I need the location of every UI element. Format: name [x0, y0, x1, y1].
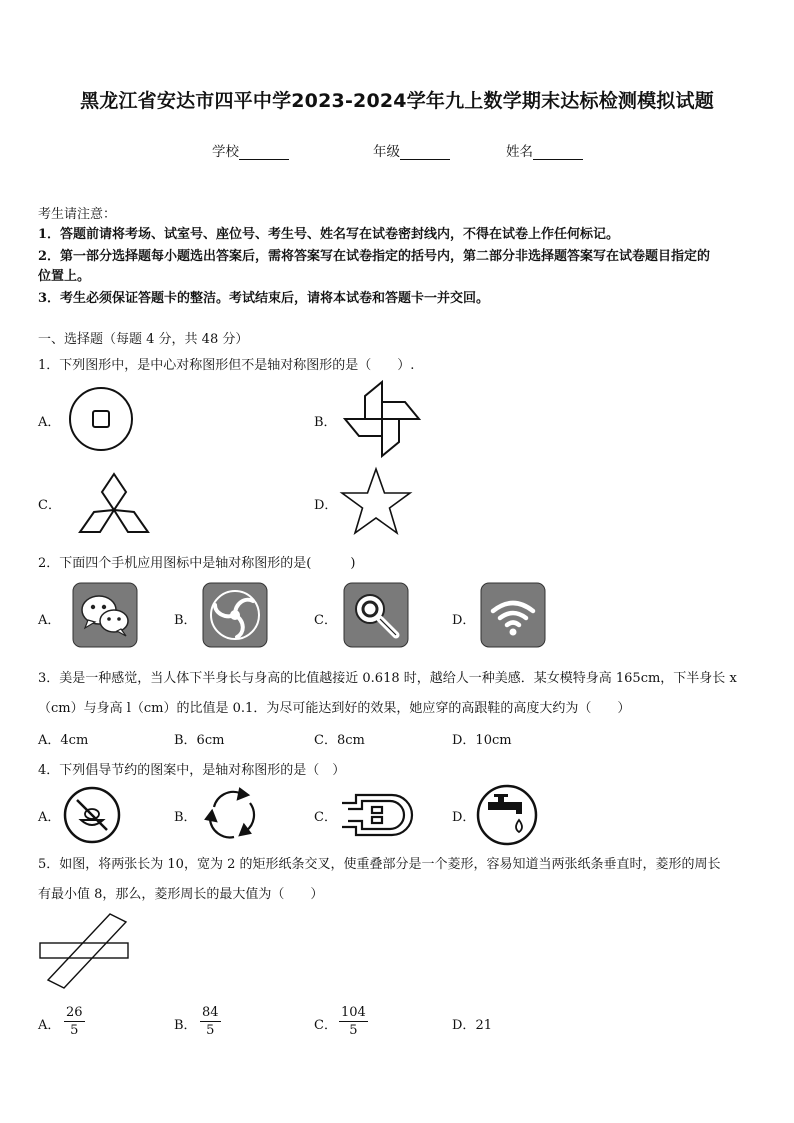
crossed-strips-figure — [38, 910, 132, 990]
q2-option-b-label: B． — [174, 613, 197, 628]
name-field[interactable] — [506, 140, 583, 160]
power-plug-icon — [340, 789, 418, 841]
q3-option-a: A．4cm — [38, 733, 89, 748]
q4-stem: 4．下列倡导节约的图案中，是轴对称图形的是（ ） — [38, 763, 346, 778]
notice-item-1: 1．答题前请将考场、试室号、座位号、考生号、姓名写在试卷密封线内，不得在试卷上作任何标记。 — [38, 227, 620, 242]
school-field[interactable] — [212, 140, 289, 160]
q5-line2: 有最小值 8，那么，菱形周长的最大值为（ ） — [38, 887, 324, 902]
pinwheel-icon — [343, 380, 421, 458]
q4-option-d-label: D． — [452, 810, 476, 825]
q3-line1: 3．美是一种感觉，当人体下半身长与身高的比值越接近 0.618 时，越给人一种美感．某女模特身高 165cm，下半身长 x — [38, 671, 737, 686]
q1-stem: 1．下列图形中，是中心对称图形但不是轴对称图形的是（ ）. — [38, 358, 415, 373]
q5-option-a-fraction — [64, 1004, 85, 1039]
q2-option-d-label: D． — [452, 613, 476, 628]
fraction-denominator: 5 — [206, 1023, 215, 1038]
fraction-denominator: 5 — [70, 1023, 79, 1038]
q5-line1: 5．如图，将两张长为 10，宽为 2 的矩形纸条交叉，使重叠部分是一个菱形，容易知道当两张纸条垂直时，菱形的周长 — [38, 857, 721, 872]
school-blank[interactable] — [239, 145, 289, 160]
search-icon — [344, 583, 408, 647]
q1-option-d-label: D． — [314, 498, 338, 513]
grade-field[interactable] — [373, 140, 450, 160]
fraction-denominator: 5 — [349, 1023, 358, 1038]
name-label: 姓名 — [506, 144, 533, 160]
q3-option-d: D．10cm — [452, 733, 512, 748]
q1-option-a-label: A． — [38, 415, 61, 430]
page-title: 黑龙江省安达市四平中学2023-2024学年九上数学期末达标检测模拟试题 — [80, 90, 714, 112]
star-icon — [340, 467, 412, 535]
grade-blank[interactable] — [400, 145, 450, 160]
q5-option-d-value: 21 — [475, 1018, 492, 1033]
q4-option-a-label: A． — [38, 810, 61, 825]
name-blank[interactable] — [533, 145, 583, 160]
q5-option-d-label: D． — [452, 1018, 476, 1033]
section-heading: 一、选择题（每题 4 分，共 48 分） — [38, 332, 249, 347]
q4-option-b-label: B． — [174, 810, 197, 825]
q2-stem: 2．下面四个手机应用图标中是轴对称图形的是( ) — [38, 556, 356, 571]
no-food-waste-icon — [63, 786, 121, 844]
q1-option-b-label: B． — [314, 415, 337, 430]
coin-icon — [68, 386, 134, 452]
notice-item-2-cont: 位置上。 — [38, 269, 91, 284]
notice-item-2: 2．第一部分选择题每小题选出答案后，需将答案写在试卷指定的括号内，第二部分非选择题答案写在试卷题目指定的 — [38, 249, 711, 264]
q5-option-a-label: A． — [38, 1018, 61, 1033]
q3-option-c: C．8cm — [314, 733, 365, 748]
q2-option-a-label: A． — [38, 613, 61, 628]
q1-option-c-label: C． — [38, 498, 61, 513]
q3-option-b: B．6cm — [174, 733, 225, 748]
wifi-icon — [481, 583, 545, 647]
school-label: 学校 — [212, 144, 239, 160]
q5-option-b-label: B． — [174, 1018, 197, 1033]
fraction-numerator: 26 — [66, 1005, 83, 1020]
recycle-arrows-icon — [200, 785, 262, 845]
q2-option-c-label: C． — [314, 613, 337, 628]
q5-option-c-label: C． — [314, 1018, 337, 1033]
fraction-numerator: 84 — [202, 1005, 219, 1020]
q5-option-b-fraction — [200, 1004, 221, 1039]
q3-line2: （cm）与身高 l（cm）的比值是 0.1．为尽可能达到好的效果，她应穿的高跟鞋的高度大约为（ ） — [38, 701, 631, 716]
wechat-icon — [73, 583, 137, 647]
q4-option-c-label: C． — [314, 810, 337, 825]
notice-item-3: 3．考生必须保证答题卡的整洁。考试结束后，请将本试卷和答题卡一并交回。 — [38, 291, 490, 306]
swirl-icon — [203, 583, 267, 647]
three-diamonds-icon — [78, 472, 150, 536]
notice-heading: 考生请注意： — [38, 207, 117, 222]
q5-option-d — [452, 1014, 492, 1033]
grade-label: 年级 — [373, 144, 400, 160]
q5-option-c-fraction — [339, 1004, 368, 1039]
fraction-numerator: 104 — [341, 1005, 366, 1020]
water-tap-icon — [476, 784, 538, 846]
